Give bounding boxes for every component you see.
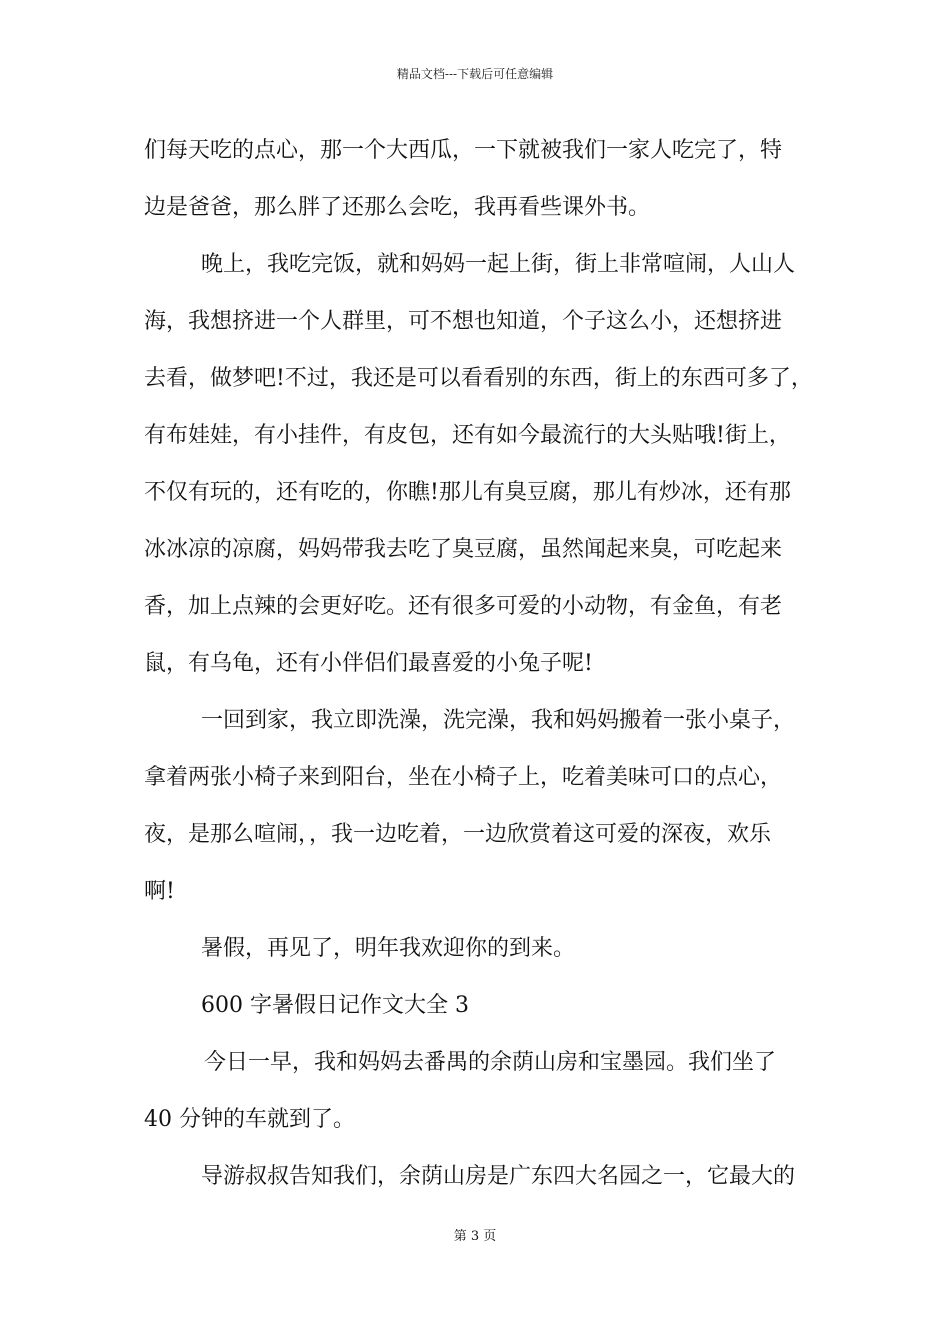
section-heading: 600 字暑假日记作文大全 3 [201, 993, 469, 1018]
text-line: 夜，是那么喧闹，，我一边吃着，一边欣赏着这可爱的深夜，欢乐 [144, 822, 772, 847]
text-line: 香，加上点辣的会更好吃。还有很多可爱的小动物，有金鱼，有老 [144, 594, 783, 619]
paragraph-start: 一回到家，我立即洗澡，洗完澡，我和妈妈搬着一张小桌子， [201, 708, 796, 733]
text-line: 们每天吃的点心，那一个大西瓜，一下就被我们一家人吃完了，特 [144, 138, 783, 163]
document-body [144, 132, 814, 1215]
paragraph-start: 导游叔叔告知我们，余荫山房是广东四大名园之一，它最大的 [201, 1164, 796, 1189]
paragraph-start: 今日一早，我和妈妈去番禺的余荫山房和宝墨园。我们坐了 [204, 1050, 777, 1075]
text-line: 啊! [144, 879, 175, 904]
page-number: 第 3 页 [453, 1229, 497, 1244]
text-line: 不仅有玩的，还有吃的，你瞧!那儿有臭豆腐，那儿有炒冰，还有那 [144, 480, 791, 505]
page-header: 精品文档---下载后可任意编辑 [396, 67, 554, 81]
text-line: 拿着两张小椅子来到阳台，坐在小椅子上，吃着美味可口的点心， [144, 765, 783, 790]
paragraph-start: 暑假，再见了，明年我欢迎你的到来。 [201, 936, 576, 961]
paragraph-start: 晚上，我吃完饭，就和妈妈一起上街，街上非常喧闹，人山人 [201, 252, 796, 277]
text-line: 有布娃娃，有小挂件，有皮包，还有如今最流行的大头贴哦!街上， [144, 423, 791, 448]
text-line: 鼠，有乌龟，还有小伴侣们最喜爱的小兔子呢! [144, 651, 593, 676]
text-line: 冰冰凉的凉腐，妈妈带我去吃了臭豆腐，虽然闻起来臭，可吃起来 [144, 537, 783, 562]
text-line: 海，我想挤进一个人群里，可不想也知道，个子这么小，还想挤进 [144, 309, 783, 334]
text-line: 去看，做梦吧!不过，我还是可以看看别的东西，街上的东西可多了， [144, 366, 813, 391]
text-line: 边是爸爸，那么胖了还那么会吃，我再看些课外书。 [144, 195, 651, 220]
text-line: 40 分钟的车就到了。 [144, 1107, 355, 1132]
